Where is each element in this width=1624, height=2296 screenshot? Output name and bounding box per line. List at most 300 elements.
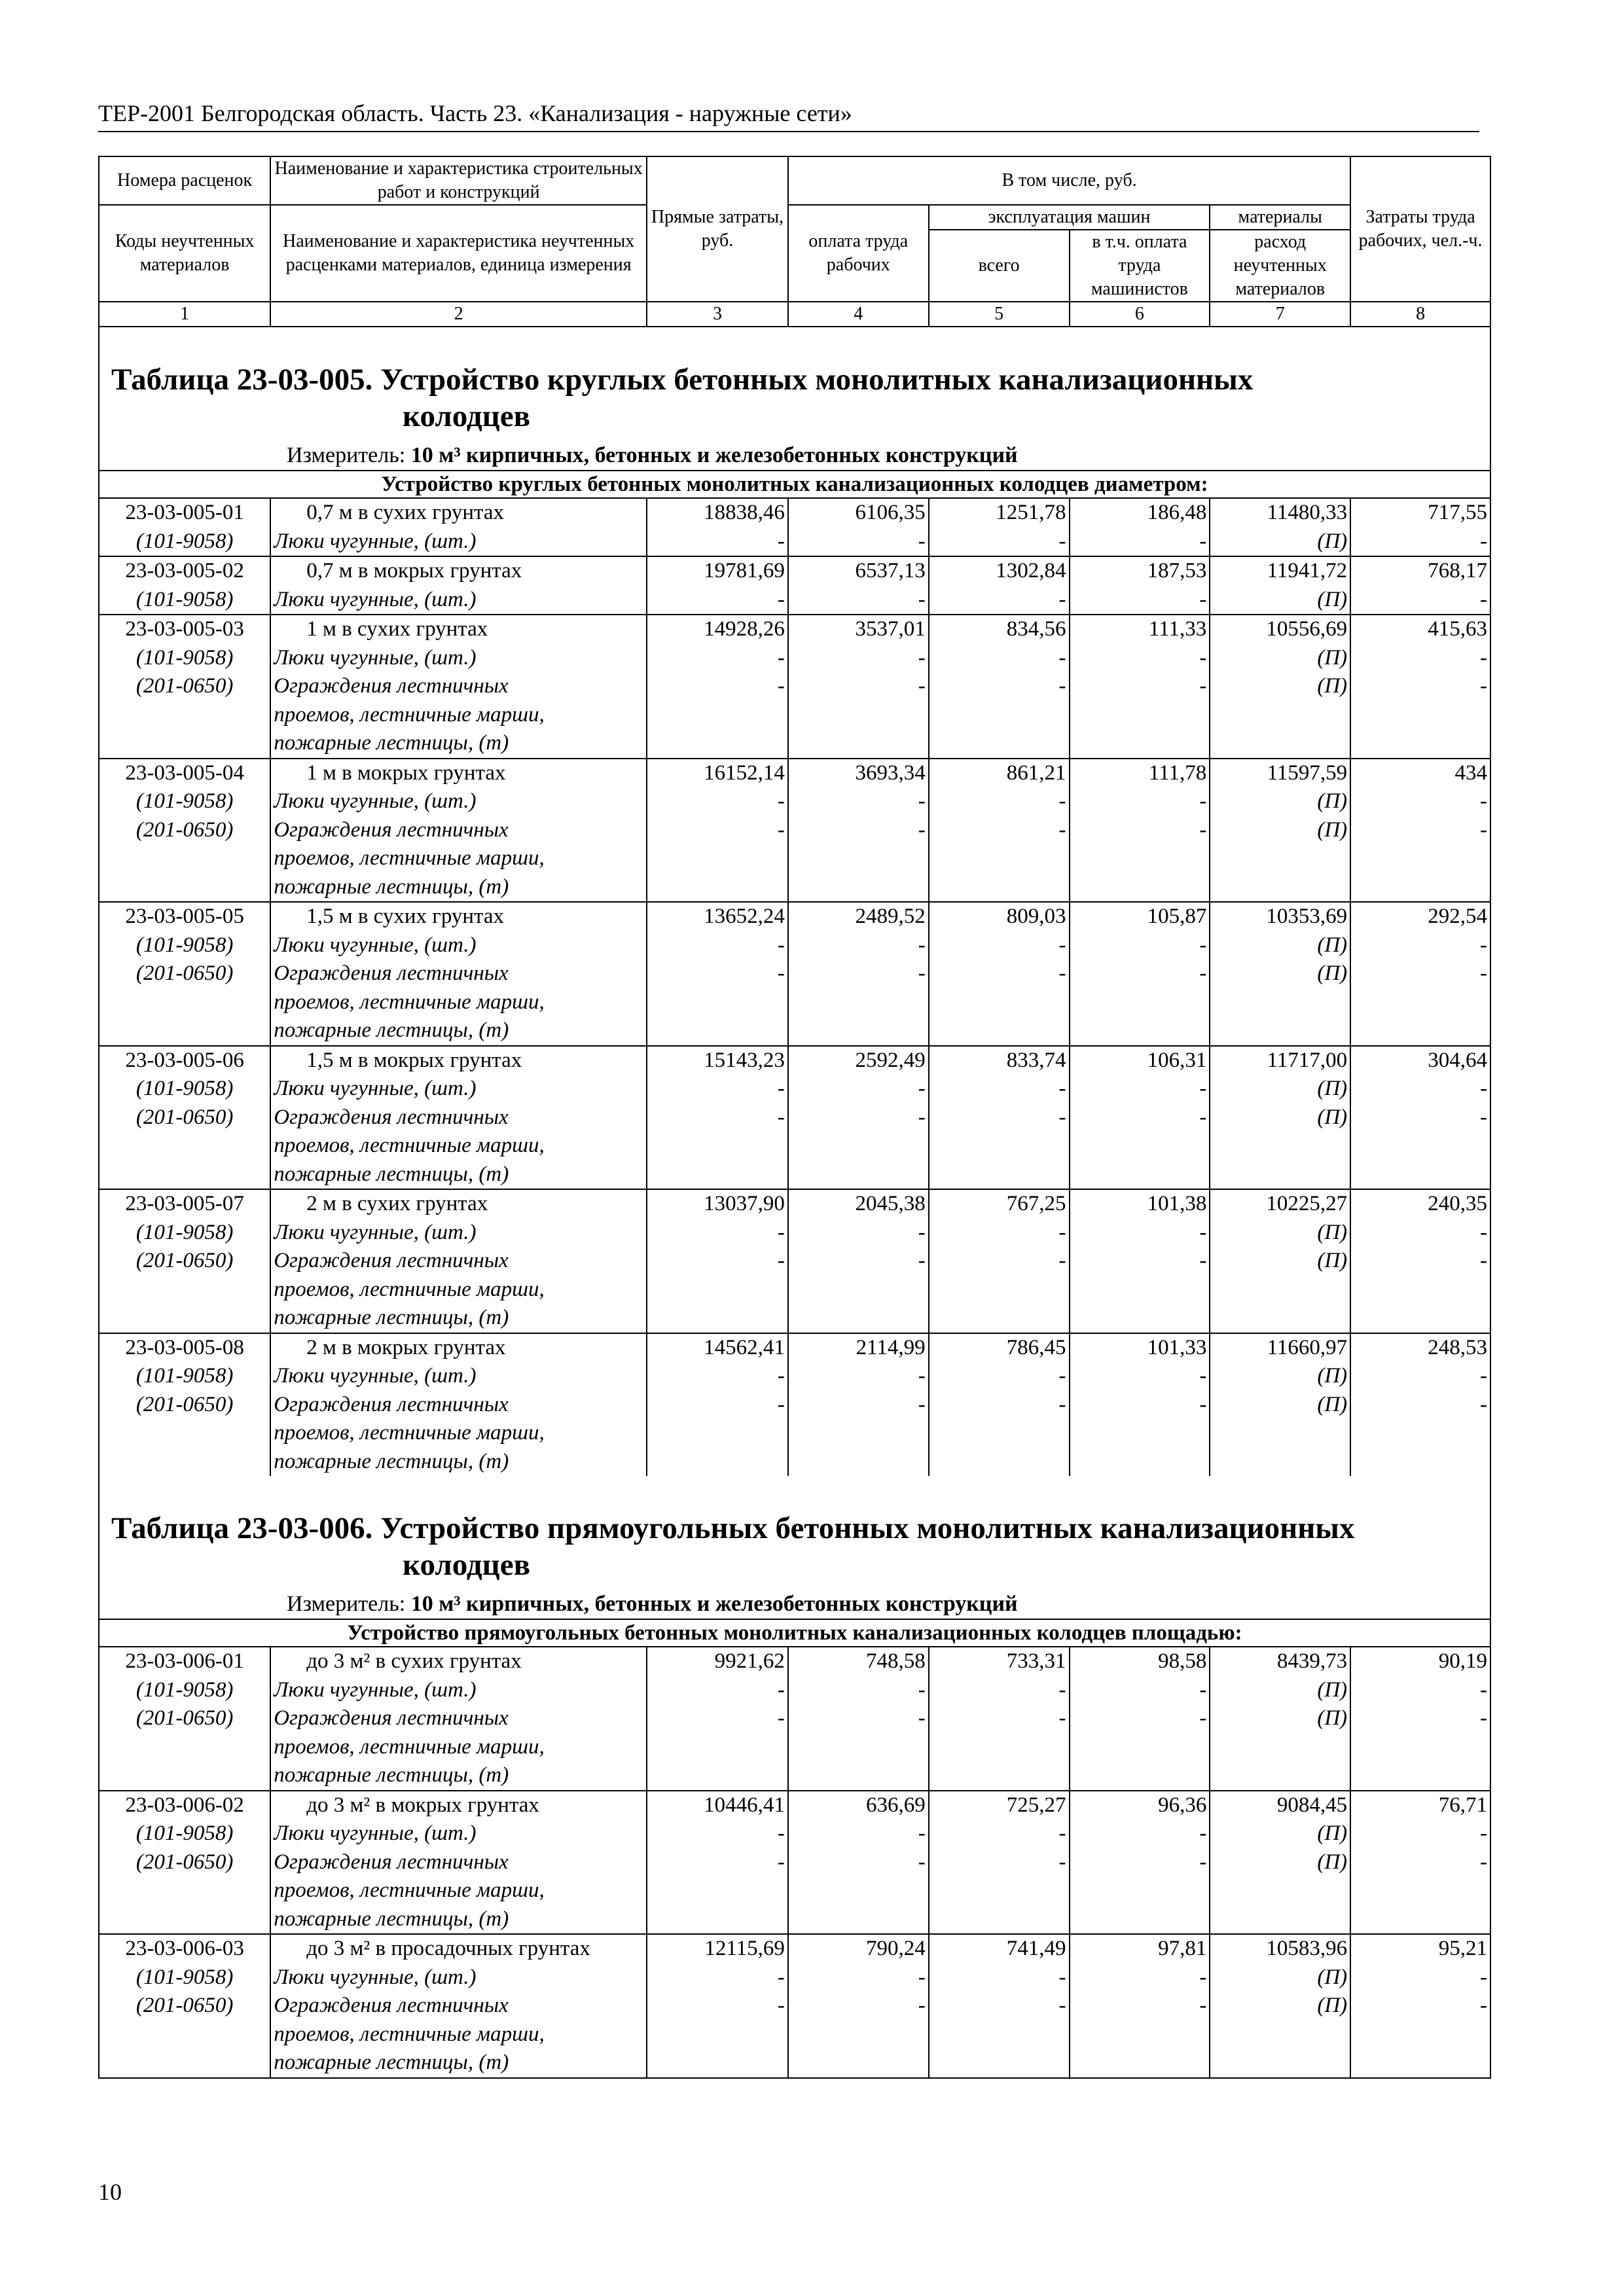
materials-cost: 9084,45 (1210, 1791, 1350, 1820)
dash-cell: - (929, 1247, 1070, 1276)
dash-cell: - (647, 1964, 788, 1992)
table-row-material (99, 816, 1490, 845)
section-subtitle-row (99, 1619, 1490, 1647)
header-worker-pay: оплата труда рабочих (788, 205, 929, 302)
dash-cell: - (1350, 1820, 1490, 1848)
empty-cell (788, 729, 929, 759)
materials-cost: 11480,33 (1210, 498, 1350, 528)
dash-cell: - (1350, 1075, 1490, 1103)
dash-cell: - (929, 1964, 1070, 1992)
materials-cost: 11660,97 (1210, 1333, 1350, 1363)
empty-cell (647, 1132, 788, 1160)
empty-cell (929, 1016, 1070, 1046)
empty-cell (929, 2020, 1070, 2049)
dash-cell: - (1350, 1247, 1490, 1276)
dash-cell: - (788, 586, 929, 615)
table-row-material (99, 1247, 1490, 1276)
empty-cell (1210, 2020, 1350, 2049)
empty-cell (1210, 729, 1350, 759)
material-name: Люки чугунные, (шт.) (270, 1362, 647, 1391)
direct-costs: 10446,41 (647, 1791, 788, 1820)
header-machines-total: всего (929, 230, 1070, 302)
empty-cell (99, 1905, 270, 1935)
header-material-names: Наименование и характеристика неучтенных расценками материалов, единица измерения (270, 205, 647, 302)
material-code: (201-0650) (99, 1247, 270, 1276)
materials-cost: 10225,27 (1210, 1189, 1350, 1219)
empty-cell (99, 1132, 270, 1160)
worker-pay: 2114,99 (788, 1333, 929, 1363)
dash-cell: - (788, 1676, 929, 1705)
table-row-material (99, 1391, 1490, 1420)
empty-cell (788, 2049, 929, 2078)
materials-cost: 11717,00 (1210, 1046, 1350, 1075)
empty-cell (1070, 988, 1210, 1017)
material-name: Люки чугунные, (шт.) (270, 1964, 647, 1992)
materials-cost: 10353,69 (1210, 902, 1350, 931)
machinist-pay: 106,31 (1070, 1046, 1210, 1075)
empty-cell (99, 701, 270, 730)
machines-total: 733,31 (929, 1647, 1070, 1676)
dash-cell: - (1350, 644, 1490, 673)
empty-cell (929, 1276, 1070, 1304)
empty-cell (1350, 1905, 1490, 1935)
material-code: (101-9058) (99, 931, 270, 960)
empty-cell (647, 1016, 788, 1046)
empty-cell (99, 2020, 270, 2049)
material-flag: (П) (1210, 1247, 1350, 1276)
labor-hours: 76,71 (1350, 1791, 1490, 1820)
empty-cell (1210, 1132, 1350, 1160)
dash-cell: - (647, 672, 788, 701)
empty-cell (1350, 873, 1490, 903)
dash-cell: - (788, 672, 929, 701)
dash-cell: - (647, 1247, 788, 1276)
empty-cell (647, 844, 788, 873)
empty-cell (99, 844, 270, 873)
dash-cell: - (1350, 1103, 1490, 1132)
empty-cell (788, 1761, 929, 1791)
table-row (99, 498, 1490, 528)
section-title-line: Таблица 23-03-005. Устройство круглых бетонных монолитных канализационных (111, 363, 1254, 397)
material-name: проемов, лестничные марши, (270, 844, 647, 873)
work-name-text: 0,7 м в сухих грунтах (306, 501, 505, 524)
empty-cell (1070, 1304, 1210, 1333)
unit-label: Измеритель: (287, 443, 406, 467)
empty-cell (929, 988, 1070, 1017)
dash-cell: - (1350, 1704, 1490, 1733)
material-name: Ограждения лестничных (270, 816, 647, 845)
machinist-pay: 96,36 (1070, 1791, 1210, 1820)
dash-cell: - (929, 1103, 1070, 1132)
machinist-pay: 111,33 (1070, 615, 1210, 644)
rate-code: 23-03-005-05 (99, 902, 270, 931)
dash-cell: - (788, 1992, 929, 2020)
empty-cell (929, 873, 1070, 903)
material-code: (201-0650) (99, 816, 270, 845)
material-name: Люки чугунные, (шт.) (270, 586, 647, 615)
dash-cell: - (1350, 528, 1490, 557)
empty-cell (647, 1160, 788, 1190)
dash-cell: - (929, 1820, 1070, 1848)
material-flag: (П) (1210, 1362, 1350, 1391)
work-name-text: 2 м в мокрых грунтах (306, 1335, 506, 1359)
dash-cell: - (1070, 1391, 1210, 1420)
dash-cell: - (788, 1848, 929, 1877)
worker-pay: 2489,52 (788, 902, 929, 931)
header-direct-costs: Прямые затраты, руб. (647, 156, 788, 302)
material-name: проемов, лестничные марши, (270, 1276, 647, 1304)
dash-cell: - (929, 1075, 1070, 1103)
work-name-text: 2 м в сухих грунтах (306, 1192, 488, 1215)
unit-of-measure (111, 441, 1478, 470)
dash-cell: - (929, 960, 1070, 988)
dash-cell: - (929, 586, 1070, 615)
material-code: (201-0650) (99, 1704, 270, 1733)
table-row-material (99, 1820, 1490, 1848)
empty-cell (647, 873, 788, 903)
dash-cell: - (788, 644, 929, 673)
labor-hours: 768,17 (1350, 556, 1490, 586)
empty-cell (99, 1419, 270, 1448)
empty-cell (99, 1733, 270, 1762)
table-row (99, 1333, 1490, 1363)
labor-hours: 292,54 (1350, 902, 1490, 931)
dash-cell: - (929, 1848, 1070, 1877)
dash-cell: - (1070, 787, 1210, 816)
labor-hours: 248,53 (1350, 1333, 1490, 1363)
empty-cell (1070, 1761, 1210, 1791)
empty-cell (1350, 988, 1490, 1017)
dash-cell: - (929, 1219, 1070, 1247)
dash-cell: - (647, 960, 788, 988)
table-row-material (99, 1992, 1490, 2020)
empty-cell (1210, 1160, 1350, 1190)
dash-cell: - (788, 787, 929, 816)
rate-code: 23-03-006-01 (99, 1647, 270, 1676)
empty-cell (1210, 844, 1350, 873)
empty-cell (1210, 1419, 1350, 1448)
material-code: (101-9058) (99, 1820, 270, 1848)
machinist-pay: 101,38 (1070, 1189, 1210, 1219)
machinist-pay: 186,48 (1070, 498, 1210, 528)
table-row-material (99, 1419, 1490, 1448)
material-name: Ограждения лестничных (270, 672, 647, 701)
table-row-material (99, 1448, 1490, 1477)
unit-of-measure (111, 1590, 1478, 1619)
material-name: Ограждения лестничных (270, 1247, 647, 1276)
table-row-material (99, 1304, 1490, 1333)
materials-cost: 11941,72 (1210, 556, 1350, 586)
header-including: В том числе, руб. (788, 156, 1350, 205)
empty-cell (929, 1876, 1070, 1905)
empty-cell (929, 1905, 1070, 1935)
empty-cell (1210, 1276, 1350, 1304)
material-name: проемов, лестничные марши, (270, 1419, 647, 1448)
worker-pay: 636,69 (788, 1791, 929, 1820)
table-row-material (99, 1848, 1490, 1877)
dash-cell: - (647, 1391, 788, 1420)
dash-cell: - (788, 1704, 929, 1733)
table-row-material (99, 586, 1490, 615)
empty-cell (1210, 1761, 1350, 1791)
unit-value: 10 м³ кирпичных, бетонных и железобетонных конструкций (410, 1592, 1018, 1616)
empty-cell (929, 1733, 1070, 1762)
material-name: проемов, лестничные марши, (270, 701, 647, 730)
column-number: 7 (1210, 302, 1350, 327)
material-name: проемов, лестничные марши, (270, 1733, 647, 1762)
machines-total: 861,21 (929, 759, 1070, 788)
table-row-material (99, 844, 1490, 873)
material-flag: (П) (1210, 1676, 1350, 1705)
work-name (270, 498, 647, 528)
material-flag: (П) (1210, 1391, 1350, 1420)
table-row-material (99, 988, 1490, 1017)
material-name: проемов, лестничные марши, (270, 1876, 647, 1905)
empty-cell (929, 844, 1070, 873)
work-name-text: до 3 м² в мокрых грунтах (306, 1793, 539, 1817)
empty-cell (929, 1132, 1070, 1160)
empty-cell (1210, 2049, 1350, 2078)
section-title (111, 361, 1478, 435)
material-code: (201-0650) (99, 672, 270, 701)
dash-cell: - (1070, 1247, 1210, 1276)
work-name (270, 1189, 647, 1219)
worker-pay: 2045,38 (788, 1189, 929, 1219)
empty-cell (99, 1761, 270, 1791)
empty-cell (99, 1160, 270, 1190)
dash-cell: - (647, 1992, 788, 2020)
table-row-material (99, 1761, 1490, 1791)
section-heading (99, 1476, 1490, 1619)
material-name: Люки чугунные, (шт.) (270, 1676, 647, 1705)
machines-total: 834,56 (929, 615, 1070, 644)
page-header-title: ТЕР-2001 Белгородская область. Часть 23. «Канализация - наружные сети» (98, 98, 1479, 132)
dash-cell: - (1350, 1362, 1490, 1391)
dash-cell: - (788, 1247, 929, 1276)
work-name (270, 902, 647, 931)
work-name-text: 1 м в мокрых грунтах (306, 761, 506, 785)
empty-cell (1350, 2020, 1490, 2049)
empty-cell (788, 1448, 929, 1477)
column-number: 3 (647, 302, 788, 327)
table-row-material (99, 2020, 1490, 2049)
empty-cell (99, 873, 270, 903)
page-number: 10 (98, 2179, 122, 2205)
dash-cell: - (788, 1964, 929, 1992)
dash-cell: - (1350, 1391, 1490, 1420)
direct-costs: 19781,69 (647, 556, 788, 586)
empty-cell (788, 1876, 929, 1905)
table-row-material (99, 2049, 1490, 2078)
header-machinist-pay: в т.ч. оплата труда машинистов (1070, 230, 1210, 302)
section-heading-row (99, 1476, 1490, 1619)
header-materials: материалы (1210, 205, 1350, 230)
material-flag: (П) (1210, 1075, 1350, 1103)
unit-label: Измеритель: (287, 1592, 406, 1616)
table-row (99, 1189, 1490, 1219)
material-name: Люки чугунные, (шт.) (270, 931, 647, 960)
dash-cell: - (929, 644, 1070, 673)
worker-pay: 6537,13 (788, 556, 929, 586)
empty-cell (1350, 1160, 1490, 1190)
empty-cell (1210, 1304, 1350, 1333)
dash-cell: - (788, 960, 929, 988)
dash-cell: - (1070, 528, 1210, 557)
dash-cell: - (929, 1704, 1070, 1733)
material-code: (101-9058) (99, 644, 270, 673)
work-name (270, 1647, 647, 1676)
table-row (99, 615, 1490, 644)
material-code: (101-9058) (99, 787, 270, 816)
table-row-material (99, 1733, 1490, 1762)
section-subtitle: Устройство прямоугольных бетонных монолитных канализационных колодцев площадью: (99, 1619, 1490, 1647)
labor-hours: 717,55 (1350, 498, 1490, 528)
empty-cell (1350, 701, 1490, 730)
dash-cell: - (1070, 672, 1210, 701)
material-code: (201-0650) (99, 1848, 270, 1877)
material-code: (101-9058) (99, 1676, 270, 1705)
material-flag: (П) (1210, 787, 1350, 816)
empty-cell (1210, 701, 1350, 730)
empty-cell (1070, 2020, 1210, 2049)
table-row-material (99, 729, 1490, 759)
machines-total: 741,49 (929, 1934, 1070, 1964)
material-flag: (П) (1210, 1704, 1350, 1733)
table-row-material (99, 644, 1490, 673)
empty-cell (647, 701, 788, 730)
material-flag: (П) (1210, 528, 1350, 557)
dash-cell: - (647, 787, 788, 816)
empty-cell (647, 729, 788, 759)
empty-cell (1070, 1160, 1210, 1190)
material-name: Ограждения лестничных (270, 1848, 647, 1877)
dash-cell: - (929, 931, 1070, 960)
section-title-line: колодцев (403, 399, 530, 433)
empty-cell (929, 701, 1070, 730)
empty-cell (1350, 729, 1490, 759)
header-unaccounted-materials: расход неучтенных материалов (1210, 230, 1350, 302)
dash-cell: - (1070, 1820, 1210, 1848)
machines-total: 767,25 (929, 1189, 1070, 1219)
empty-cell (788, 701, 929, 730)
empty-cell (1210, 1016, 1350, 1046)
table-row-material (99, 1219, 1490, 1247)
dash-cell: - (647, 1704, 788, 1733)
material-name: Ограждения лестничных (270, 1992, 647, 2020)
rate-code: 23-03-005-07 (99, 1189, 270, 1219)
machines-total: 1302,84 (929, 556, 1070, 586)
empty-cell (647, 1761, 788, 1791)
material-flag: (П) (1210, 960, 1350, 988)
material-name: проемов, лестничные марши, (270, 988, 647, 1017)
table-row (99, 759, 1490, 788)
empty-cell (99, 1448, 270, 1477)
table-row-material (99, 1276, 1490, 1304)
empty-cell (1350, 2049, 1490, 2078)
dash-cell: - (647, 1820, 788, 1848)
material-name: пожарные лестницы, (т) (270, 729, 647, 759)
material-name: пожарные лестницы, (т) (270, 873, 647, 903)
empty-cell (788, 1132, 929, 1160)
empty-cell (1350, 1132, 1490, 1160)
empty-cell (929, 729, 1070, 759)
empty-cell (788, 873, 929, 903)
worker-pay: 790,24 (788, 1934, 929, 1964)
dash-cell: - (1350, 672, 1490, 701)
column-number: 2 (270, 302, 647, 327)
table-row-material (99, 1876, 1490, 1905)
dash-cell: - (1350, 931, 1490, 960)
header-material-codes: Коды неучтенных материалов (99, 205, 270, 302)
empty-cell (1350, 1761, 1490, 1791)
empty-cell (647, 2049, 788, 2078)
work-name (270, 556, 647, 586)
dash-cell: - (1070, 1992, 1210, 2020)
empty-cell (929, 1160, 1070, 1190)
rate-code: 23-03-006-02 (99, 1791, 270, 1820)
material-code: (201-0650) (99, 1103, 270, 1132)
table-row-material (99, 787, 1490, 816)
dash-cell: - (929, 787, 1070, 816)
dash-cell: - (1070, 586, 1210, 615)
labor-hours: 415,63 (1350, 615, 1490, 644)
dash-cell: - (1350, 1848, 1490, 1877)
empty-cell (1070, 1276, 1210, 1304)
work-name-text: 1,5 м в сухих грунтах (306, 905, 505, 928)
dash-cell: - (929, 1362, 1070, 1391)
column-number: 5 (929, 302, 1070, 327)
work-name (270, 1046, 647, 1075)
dash-cell: - (1350, 960, 1490, 988)
machinist-pay: 105,87 (1070, 902, 1210, 931)
empty-cell (99, 988, 270, 1017)
empty-cell (647, 1419, 788, 1448)
column-number: 4 (788, 302, 929, 327)
rate-code: 23-03-005-01 (99, 498, 270, 528)
machinist-pay: 187,53 (1070, 556, 1210, 586)
dash-cell: - (788, 1820, 929, 1848)
rate-code: 23-03-005-04 (99, 759, 270, 788)
table-row-material (99, 1905, 1490, 1935)
header-rate-numbers: Номера расценок (99, 156, 270, 205)
empty-cell (929, 2049, 1070, 2078)
table-row (99, 902, 1490, 931)
table-row-material (99, 960, 1490, 988)
machines-total: 1251,78 (929, 498, 1070, 528)
direct-costs: 14562,41 (647, 1333, 788, 1363)
material-name: Люки чугунные, (шт.) (270, 1820, 647, 1848)
empty-cell (788, 844, 929, 873)
empty-cell (647, 988, 788, 1017)
labor-hours: 240,35 (1350, 1189, 1490, 1219)
dash-cell: - (647, 931, 788, 960)
empty-cell (99, 729, 270, 759)
machines-total: 809,03 (929, 902, 1070, 931)
material-name: Люки чугунные, (шт.) (270, 528, 647, 557)
empty-cell (1070, 729, 1210, 759)
unit-value: 10 м³ кирпичных, бетонных и железобетонных конструкций (410, 443, 1018, 467)
materials-cost: 11597,59 (1210, 759, 1350, 788)
table-row-material (99, 1075, 1490, 1103)
machinist-pay: 111,78 (1070, 759, 1210, 788)
material-flag: (П) (1210, 816, 1350, 845)
dash-cell: - (647, 1103, 788, 1132)
empty-cell (1350, 1876, 1490, 1905)
material-flag: (П) (1210, 1992, 1350, 2020)
empty-cell (1070, 844, 1210, 873)
column-number: 8 (1350, 302, 1490, 327)
rate-code: 23-03-005-08 (99, 1333, 270, 1363)
